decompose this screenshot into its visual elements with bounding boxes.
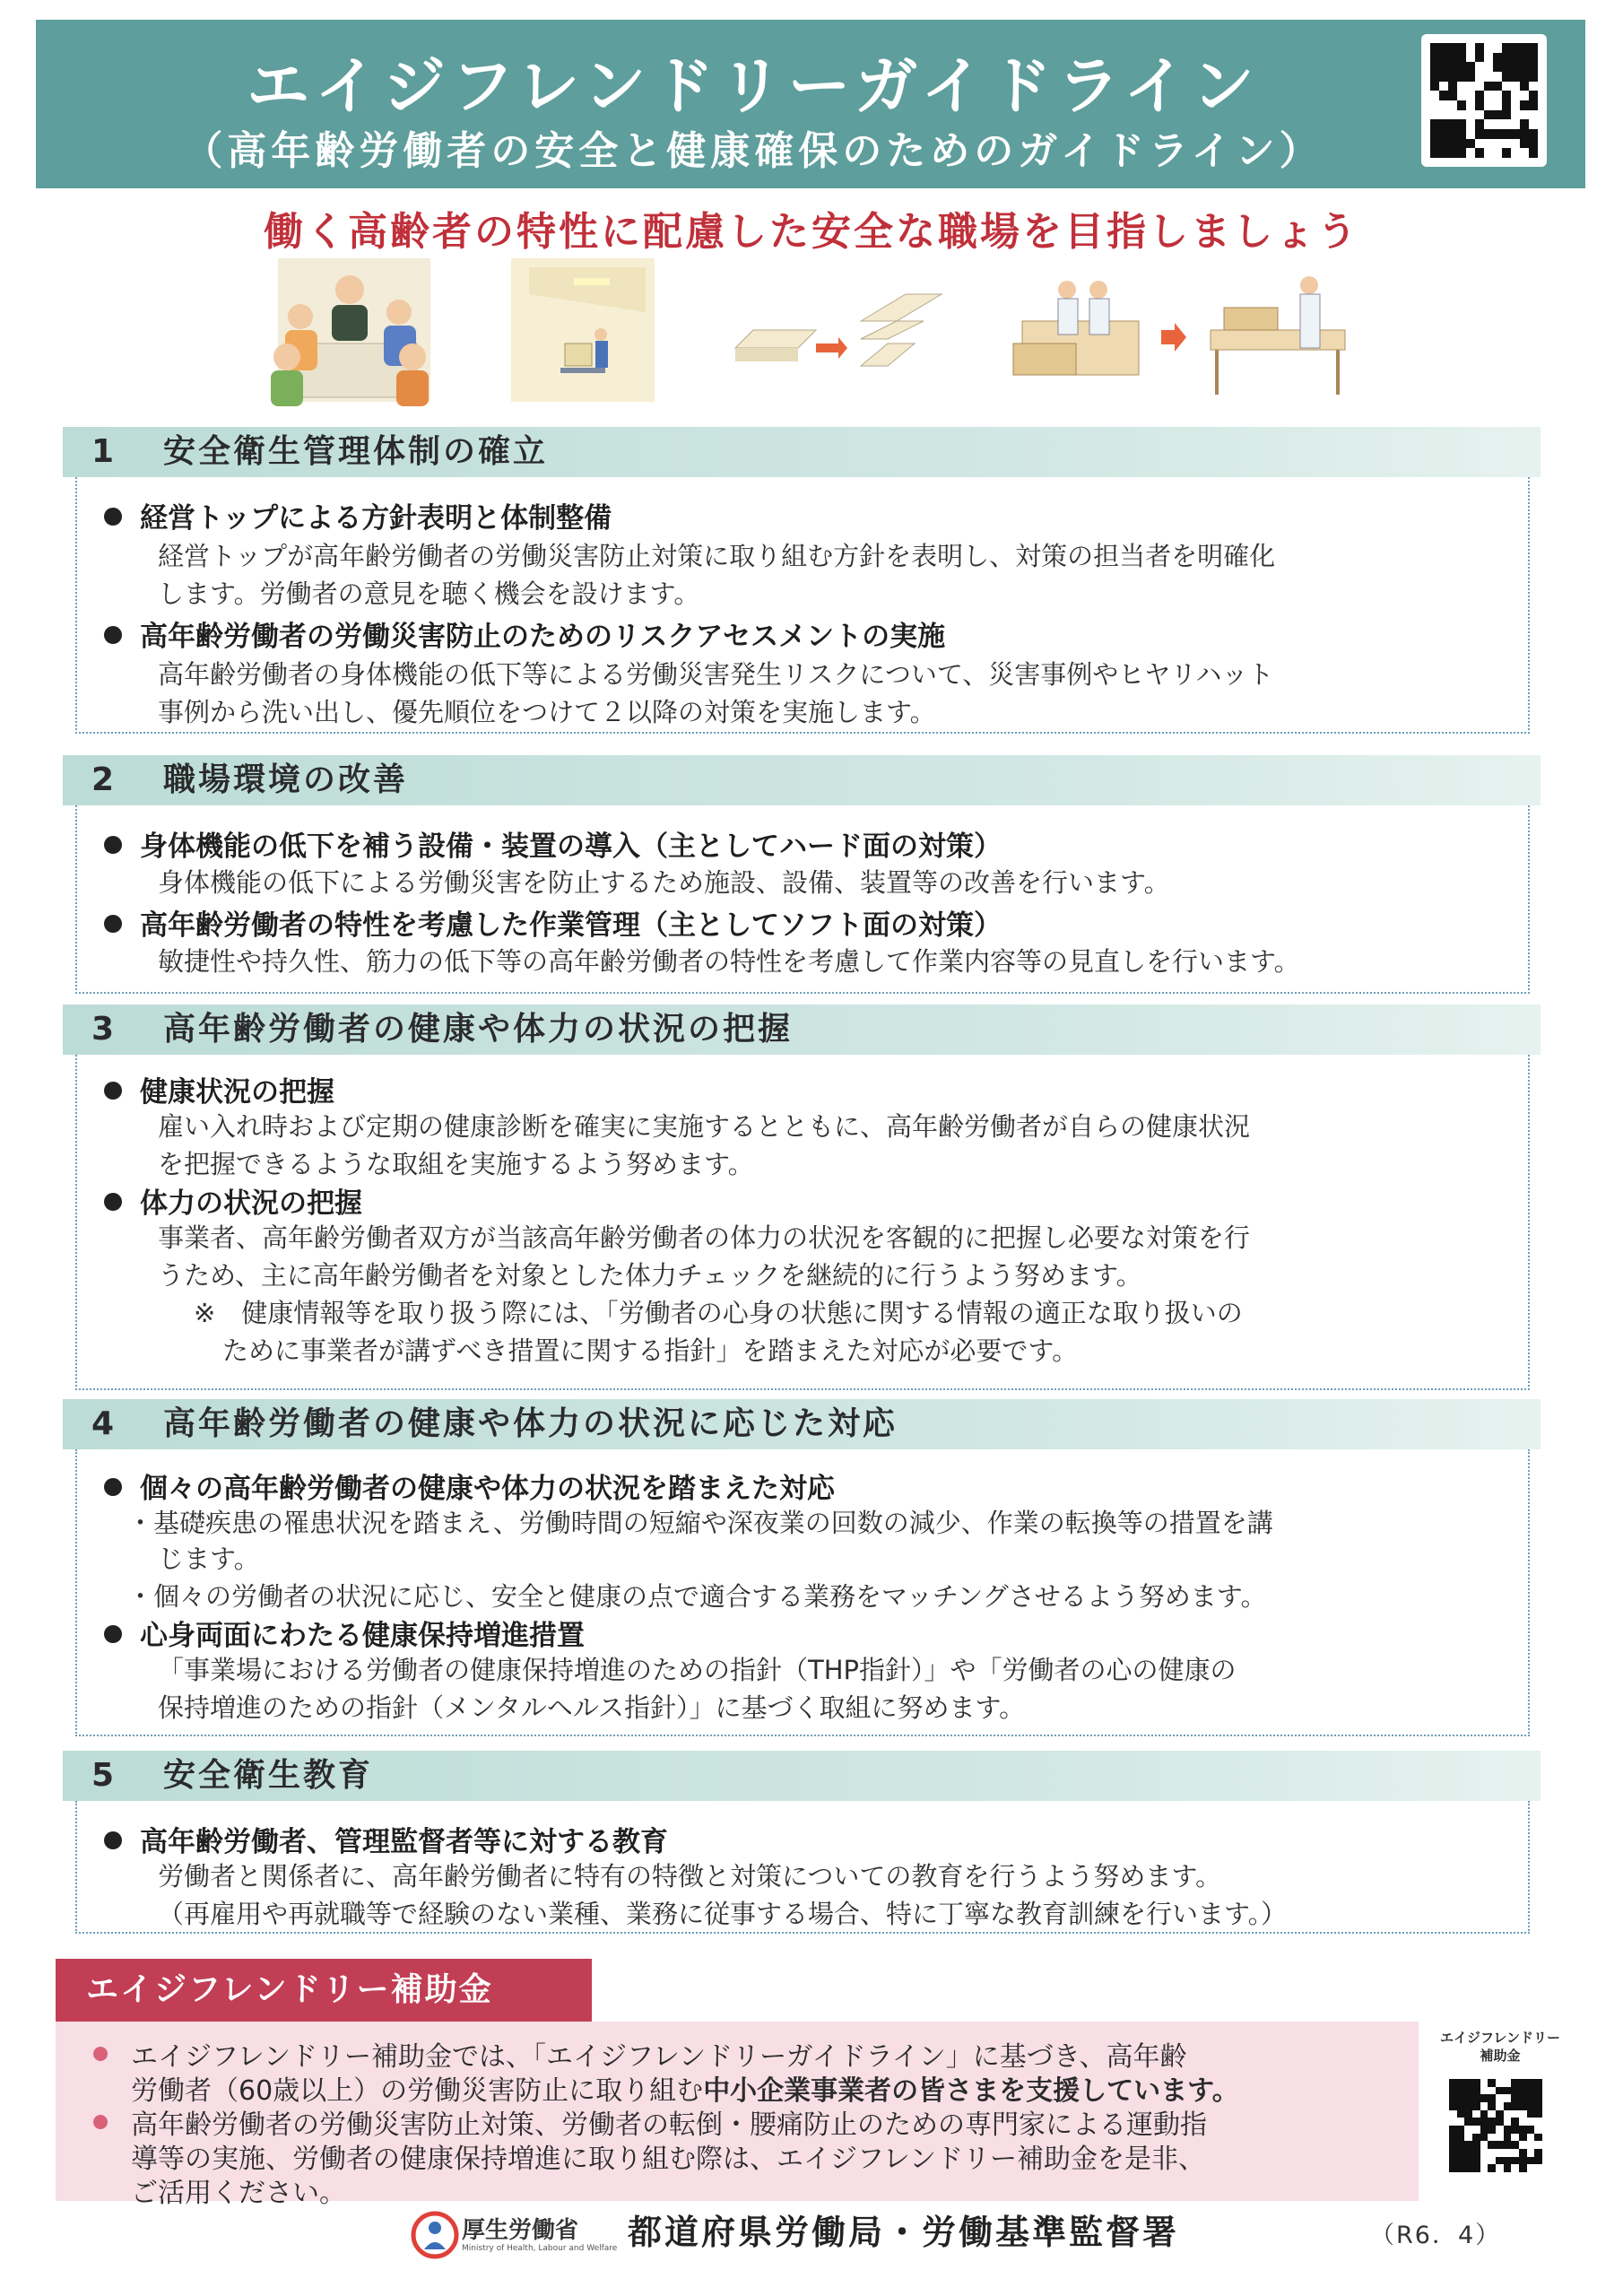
section-number: 2 xyxy=(91,761,115,798)
section-title: 安全衛生教育 xyxy=(163,1757,374,1794)
item-heading: 個々の高年齢労働者の健康や体力の状況を踏まえた対応 xyxy=(140,1473,835,1505)
item-heading: 健康状況の把握 xyxy=(140,1076,334,1109)
issue-date: （R6．4） xyxy=(1370,2222,1502,2249)
item-text: （再雇用や再就職等で経験のない業種、業務に従事する場合、特に丁寧な教育訓練を行います。） xyxy=(158,1899,1288,1929)
section-3-body xyxy=(75,1055,1530,1390)
item-heading: 経営トップによる方針表明と体制整備 xyxy=(140,502,612,535)
page-title: エイジフレンドリーガイドライン xyxy=(247,49,1260,123)
subsidy-text: 高年齢労働者の労働災害防止対策、労働者の転倒・腰痛防止のための専門家による運動指 xyxy=(131,2109,1207,2141)
bullet-icon xyxy=(104,1625,122,1643)
bullet-icon xyxy=(93,2115,108,2129)
subsidy-text: ご活用ください。 xyxy=(131,2178,346,2209)
subsidy-banner: エイジフレンドリー補助金 xyxy=(56,1959,592,2022)
bullet-icon xyxy=(93,2047,108,2061)
item-text: じます。 xyxy=(158,1544,260,1574)
header-banner xyxy=(36,20,1585,188)
qr-code-subsidy[interactable] xyxy=(1445,2075,1546,2176)
item-text: 保持増進のための指針（メンタルヘルス指針）」に基づく取組に努めます。 xyxy=(158,1692,1026,1723)
subsidy-text: エイジフレンドリー補助金では、「エイジフレンドリーガイドライン」に基づき、高年齢 xyxy=(131,2041,1187,2073)
page-subtitle: （高年齢労働者の安全と健康確保のためのガイドライン） xyxy=(183,128,1324,174)
tagline: 働く高齢者の特性に配慮した安全な職場を目指しましょう xyxy=(264,209,1359,255)
section-2-body xyxy=(75,805,1530,994)
subsidy-text: 導等の実施、労働者の健康保持増進に取り組む際は、エイジフレンドリー補助金を是非、 xyxy=(131,2144,1206,2175)
item-text: ・個々の労働者の状況に応じ、安全と健康の点で適合する業務をマッチングさせるよう努めます。 xyxy=(127,1581,1267,1612)
bullet-icon xyxy=(104,1831,122,1849)
section-4-body xyxy=(75,1449,1530,1736)
section-title: 職場環境の改善 xyxy=(163,761,409,798)
subsidy-emphasis: 中小企業事業者の皆さまを支援しています。 xyxy=(703,2075,1239,2107)
bullet-icon xyxy=(104,915,122,933)
item-text: します。労働者の意見を聴く機会を設けます。 xyxy=(158,578,700,609)
item-text: 敏捷性や持久性、筋力の低下等の高年齢労働者の特性を考慮して作業内容等の見直しを行います。 xyxy=(158,946,1300,977)
subsidy-area xyxy=(56,2022,1419,2209)
section-1-body xyxy=(75,477,1530,734)
item-text: うため、主に高年齢労働者を対象とした体力チェックを継続的に行うよう努めます。 xyxy=(158,1260,1142,1291)
item-text: 雇い入れ時および定期の健康診断を確実に実施するとともに、高年齢労働者が自らの健康状況 xyxy=(158,1111,1251,1142)
item-heading: 高年齢労働者の労働災害防止のためのリスクアセスメントの実施 xyxy=(140,621,946,653)
ministry-logo-icon xyxy=(408,2208,462,2262)
subsidy-text-line: 労働者（60歳以上）の労働災害防止に取り組む中小企業事業者の皆さまを支援しています。 xyxy=(131,2075,1239,2107)
bullet-icon xyxy=(104,626,122,644)
issuing-organization: 都道府県労働局・労働基準監督署 xyxy=(628,2213,1180,2252)
note-text: ※ 健康情報等を取り扱う際には、「労働者の心身の状態に関する情報の適正な取り扱いの xyxy=(194,1298,1243,1328)
bullet-icon xyxy=(104,1193,122,1211)
meeting-illustration xyxy=(260,258,439,411)
item-text: 労働者と関係者に、高年齢労働者に特有の特徴と対策についての教育を行うよう努めます。 xyxy=(158,1861,1222,1892)
item-heading: 高年齢労働者、管理監督者等に対する教育 xyxy=(140,1826,668,1858)
section-number: 5 xyxy=(91,1757,115,1794)
section-5-body xyxy=(75,1801,1530,1934)
section-title: 高年齢労働者の健康や体力の状況に応じた対応 xyxy=(163,1405,898,1442)
bullet-icon xyxy=(104,508,122,526)
item-text: 「事業場における労働者の健康保持増進のための指針（THP指針）」や「労働者の心の健康の xyxy=(158,1655,1237,1685)
item-heading: 体力の状況の把握 xyxy=(140,1187,362,1220)
warehouse-illustration xyxy=(511,258,655,411)
ministry-name: 厚生労働省 xyxy=(462,2217,579,2244)
section-3-header xyxy=(63,1004,1541,1055)
item-text: 高年齢労働者の身体機能の低下等による労働災害発生リスクについて、災害事例やヒヤリハット xyxy=(158,659,1274,690)
note-text: ために事業者が講ずべき措置に関する指針」を踏まえた対応が必要です。 xyxy=(222,1335,1079,1366)
item-heading: 心身両面にわたる健康保持増進措置 xyxy=(140,1620,585,1652)
ministry-name-en: Ministry of Health, Labour and Welfare xyxy=(462,2244,618,2253)
item-heading: 身体機能の低下を補う設備・装置の導入（主としてハード面の対策） xyxy=(140,831,1002,863)
qr-code-guideline[interactable] xyxy=(1421,34,1547,167)
stairs-illustration xyxy=(726,258,968,411)
item-text: ・基礎疾患の罹患状況を踏まえ、労働時間の短縮や深夜業の回数の減少、作業の転換等の措置を講 xyxy=(127,1508,1273,1538)
section-2-header xyxy=(63,755,1541,805)
section-title: 高年齢労働者の健康や体力の状況の把握 xyxy=(163,1011,794,1048)
bullet-icon xyxy=(104,836,122,854)
section-number: 4 xyxy=(91,1405,115,1442)
workers-illustration xyxy=(1004,258,1363,411)
section-4-header xyxy=(63,1399,1541,1449)
item-text: 経営トップが高年齢労働者の労働災害防止対策に取り組む方針を表明し、対策の担当者を明確化 xyxy=(158,541,1276,571)
item-text: 事例から洗い出し、優先順位をつけて２以降の対策を実施します。 xyxy=(158,697,936,727)
section-5-header xyxy=(63,1751,1541,1801)
section-number: 1 xyxy=(91,433,115,470)
section-number: 3 xyxy=(91,1011,115,1048)
bullet-icon xyxy=(104,1082,122,1100)
section-title: 安全衛生管理体制の確立 xyxy=(163,433,549,470)
qr-label: エイジフレンドリー 補助金 xyxy=(1439,2030,1561,2064)
section-1-header xyxy=(63,427,1541,477)
item-heading: 高年齢労働者の特性を考慮した作業管理（主としてソフト面の対策） xyxy=(140,909,1002,942)
item-text: を把握できるような取組を実施するよう努めます。 xyxy=(158,1149,754,1179)
item-text: 身体機能の低下による労働災害を防止するため施設、設備、装置等の改善を行います。 xyxy=(158,867,1170,898)
item-text: 事業者、高年齢労働者双方が当該高年齢労働者の体力の状況を客観的に把握し必要な対策を行 xyxy=(158,1222,1251,1253)
bullet-icon xyxy=(104,1478,122,1496)
